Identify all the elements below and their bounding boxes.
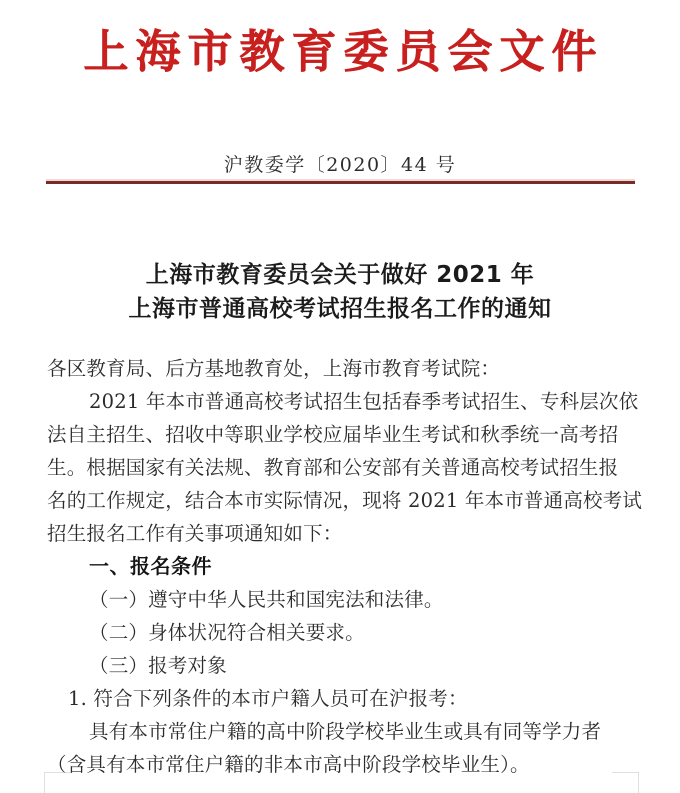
masthead-title: 上海市教育委员会文件 <box>83 25 604 78</box>
body-line: （三）报考对象 <box>89 654 227 677</box>
masthead <box>0 26 680 78</box>
section-heading: 一、报名条件 <box>89 554 212 578</box>
document-title-line-1: 上海市教育委员会关于做好 2021 年 <box>145 262 535 288</box>
body-line: 法自主招生、招收中等职业学校应届毕业生考试和秋季统一高考招 <box>47 423 619 446</box>
header-rule <box>46 181 635 184</box>
document-number: 沪教委学〔2020〕44 号 <box>223 154 457 176</box>
crop-mark-bottom-right <box>612 772 639 793</box>
body-line: 2021 年本市普通高校考试招生包括春季考试招生、专科层次依 <box>89 390 639 413</box>
body-line: 各区教育局、后方基地教育处，上海市教育考试院： <box>47 357 501 380</box>
crop-mark-bottom-left <box>44 772 71 793</box>
document-title <box>0 258 680 326</box>
body-line: 名的工作规定，结合本市实际情况，现将 2021 年本市普通高校考试 <box>47 489 643 512</box>
body-line: （二）身体状况符合相关要求。 <box>89 621 365 644</box>
body-line: （一）遵守中华人民共和国宪法和法律。 <box>89 588 444 611</box>
body-line: 生。根据国家有关法规、教育部和公安部有关普通高校考试招生报 <box>47 456 619 479</box>
body-line: 招生报名工作有关事项通知如下： <box>47 522 343 545</box>
document-title-line-2: 上海市普通高校考试招生报名工作的通知 <box>128 296 552 322</box>
body-line: 具有本市常住户籍的高中阶段学校毕业生或具有同等学力者 <box>89 720 602 743</box>
body-line: 1. 符合下列条件的本市户籍人员可在沪报考： <box>68 687 468 710</box>
body-line: （含具有本市常住户籍的非本市高中阶段学校毕业生）。 <box>47 753 530 776</box>
document-body <box>47 352 643 781</box>
